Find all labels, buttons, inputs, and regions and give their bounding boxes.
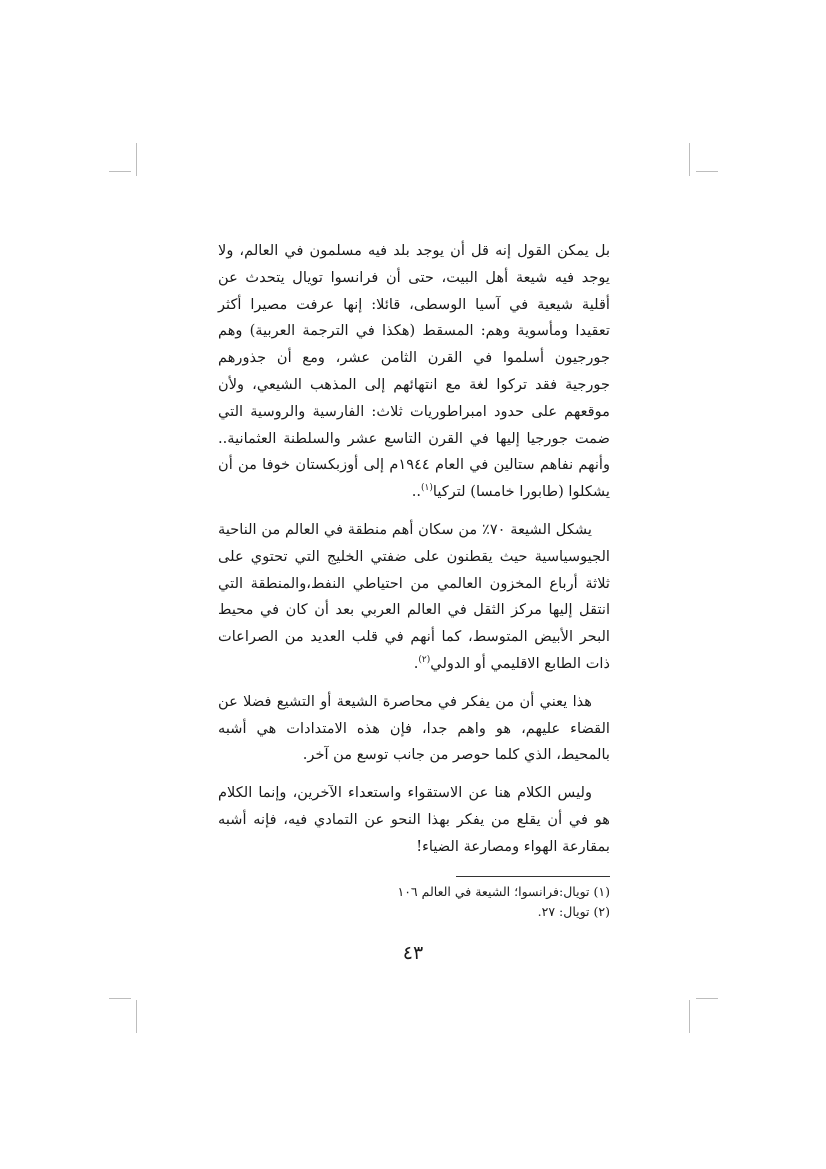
paragraph-text: وليس الكلام هنا عن الاستقواء واستعداء الآخرين، وإنما الكلام هو في أن يقلع من يفكر بهذا النحو عن التمادي فيه، فإنه أشبه بمقارعة الهواء ومصارعة الضياء!	[218, 784, 610, 855]
paragraph-4	[218, 780, 610, 860]
page-number: ٤٣	[402, 942, 424, 964]
body-text	[218, 238, 610, 872]
paragraph-text: يشكل الشيعة ٧٠٪ من سكان أهم منطقة في العالم من الناحية الجيوسياسية حيث يقطنون على ضفتي الخليج التي تحتوي على ثلاثة أرباع المخزون العالمي من احتياطي النفط،والمنطقة التي انتقل إليها مركز الثقل في العالم العربي بعد أن كان في محيط البحر الأبيض المتوسط، كما أنهم في قلب العديد من الصراعات ذات الطابع الاقليمي أو الدولي	[218, 520, 610, 672]
crop-mark	[109, 998, 131, 999]
crop-mark	[696, 171, 718, 172]
paragraph-text: بل يمكن القول إنه قل أن يوجد بلد فيه مسلمون في العالم، ولا يوجد فيه شيعة أهل البيت، حتى أن فرانسوا تويال يتحدث عن أقلية شيعية في آسيا الوسطى، قائلا: إنها عرفت مصيرا أكثر تعقيدا ومأسوية وهم: المسقط (هكذا في الترجمة العربية) وهم جورجيون أسلموا في القرن الثامن عشر، ومع أن جذورهم جورجية فقد تركوا لغة مع انتهائهم إلى المذهب الشيعي، ولأن موقعهم على حدود امبراطوريات ثلاث: الفارسية والروسية التي ضمت جورجيا إليها في القرن التاسع عشر والسلطنة العثمانية.. وأنهم نفاهم ستالين في العام ١٩٤٤م إلى أوزبكستان خوفا من أن يشكلوا (طابورا خامسا) لتركيا	[218, 242, 610, 501]
paragraph-text: هذا يعني أن من يفكر في محاصرة الشيعة أو التشيع فضلا عن القضاء عليهم، هو واهم جدا، فإن هذه الامتدادات هي أشبه بالمحيط، الذي كلما حوصر من جانب توسع من آخر.	[218, 692, 610, 764]
crop-mark	[136, 143, 137, 176]
paragraph-2	[218, 517, 610, 678]
paragraph-tail: .	[413, 654, 419, 672]
crop-mark	[136, 1000, 137, 1033]
footnotes	[300, 882, 610, 922]
footnote-ref: (٢)	[418, 655, 431, 666]
paragraph-1	[218, 238, 610, 506]
footnote-ref: (١)	[421, 483, 433, 494]
paragraph-3	[218, 689, 610, 769]
crop-mark	[696, 998, 718, 999]
footnote-2: (٢) تويال: ٢٧.	[537, 904, 610, 919]
footnote-1: (١) تويال:فرانسوا؛ الشيعة في العالم ١٠٦	[397, 884, 610, 899]
footnote-separator	[456, 876, 610, 877]
crop-mark	[109, 171, 131, 172]
crop-mark	[689, 143, 690, 176]
paragraph-tail: ..	[411, 483, 422, 501]
crop-mark	[689, 1000, 690, 1033]
